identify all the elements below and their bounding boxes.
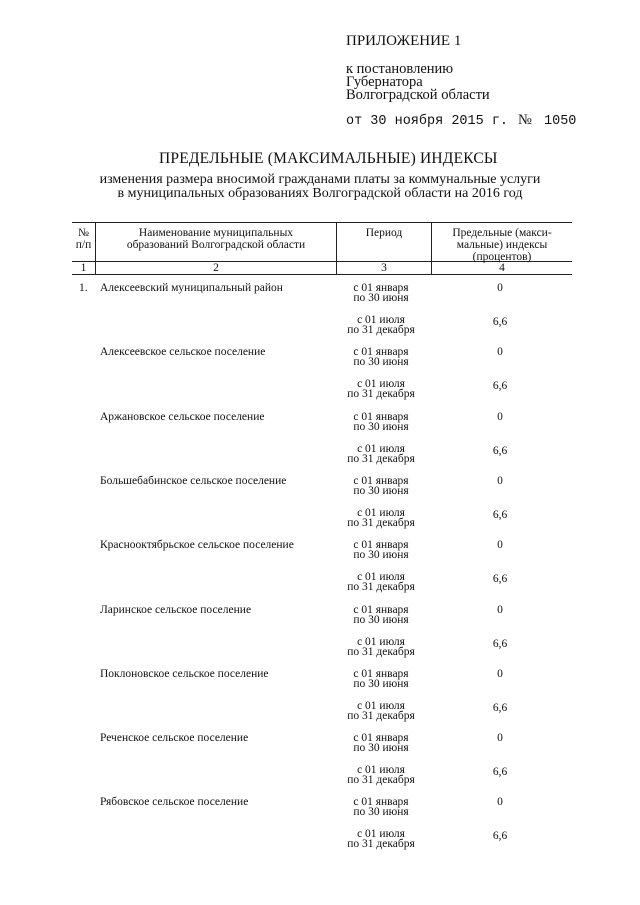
period-second-half-line-2: по 31 декабря bbox=[347, 774, 415, 786]
period-second-half-line-1: с 01 июля bbox=[357, 443, 405, 455]
period-first-half-line-1: с 01 января bbox=[353, 668, 409, 680]
period-second-half-line-1: с 01 июля bbox=[357, 636, 405, 648]
period-second-half-line-2: по 31 декабря bbox=[347, 710, 415, 722]
index-second-half: 6,6 bbox=[492, 380, 508, 392]
period-second-half-line-1: с 01 июля bbox=[357, 314, 405, 326]
decree-line-3: Волгоградской области bbox=[346, 87, 490, 103]
municipality-name: Реченское сельское поселение bbox=[100, 732, 249, 744]
period-second-half-line-2: по 31 декабря bbox=[347, 646, 415, 658]
colnum-3: 3 bbox=[381, 262, 387, 274]
header-period: Период bbox=[365, 227, 403, 239]
index-first-half: 0 bbox=[497, 346, 503, 358]
municipality-name: Большебабинское сельское поселение bbox=[100, 475, 287, 487]
period-second-half-line-2: по 31 декабря bbox=[347, 388, 415, 400]
period-second-half-line-1: с 01 июля bbox=[357, 507, 405, 519]
decree-date: от 30 ноября 2015 г. bbox=[346, 114, 509, 129]
index-second-half: 6,6 bbox=[492, 509, 508, 521]
period-second-half-line-2: по 31 декабря bbox=[347, 324, 415, 336]
index-second-half: 6,6 bbox=[492, 702, 508, 714]
period-second-half-line-1: с 01 июля bbox=[357, 571, 405, 583]
period-first-half-line-2: по 30 июня bbox=[353, 356, 409, 368]
period-second-half-line-2: по 31 декабря bbox=[347, 838, 415, 850]
index-first-half: 0 bbox=[497, 475, 503, 487]
index-second-half: 6,6 bbox=[492, 445, 508, 457]
index-first-half: 0 bbox=[497, 411, 503, 423]
period-first-half-line-1: с 01 января bbox=[353, 411, 409, 423]
municipality-name: Алексеевский муниципальный район bbox=[100, 282, 283, 294]
decree-line-2: Губернатора bbox=[346, 74, 423, 90]
decree-number: 1050 bbox=[544, 114, 577, 129]
period-first-half-line-2: по 30 июня bbox=[353, 549, 409, 561]
decree-number-sign: № bbox=[518, 112, 532, 128]
table-top-border bbox=[72, 222, 572, 223]
period-first-half-line-2: по 30 июня bbox=[353, 742, 409, 754]
period-first-half-line-1: с 01 января bbox=[353, 282, 409, 294]
colnum-4: 4 bbox=[499, 262, 505, 274]
period-first-half-line-2: по 30 июня bbox=[353, 421, 409, 433]
appendix-label: ПРИЛОЖЕНИЕ 1 bbox=[346, 33, 462, 49]
period-first-half-line-2: по 30 июня bbox=[353, 292, 409, 304]
period-first-half-line-1: с 01 января bbox=[353, 732, 409, 744]
period-second-half-line-1: с 01 июля bbox=[357, 700, 405, 712]
colnum-1: 1 bbox=[80, 262, 87, 274]
index-second-half: 6,6 bbox=[492, 766, 508, 778]
decree-line-1: к постановлению bbox=[346, 61, 454, 77]
period-first-half-line-1: с 01 января bbox=[353, 475, 409, 487]
index-first-half: 0 bbox=[497, 732, 503, 744]
period-first-half-line-1: с 01 января bbox=[353, 796, 409, 808]
row-number: 1. bbox=[79, 282, 88, 294]
header-name: Наименование муниципальных образований Волгоградской области bbox=[126, 227, 306, 251]
subtitle-line-2: в муниципальных образованиях Волгоградской области на 2016 год bbox=[117, 186, 523, 201]
period-second-half-line-2: по 31 декабря bbox=[347, 581, 415, 593]
index-second-half: 6,6 bbox=[492, 573, 508, 585]
period-first-half-line-2: по 30 июня bbox=[353, 485, 409, 497]
colnum-2: 2 bbox=[213, 262, 219, 274]
index-first-half: 0 bbox=[497, 668, 503, 680]
municipality-name: Ларинское сельское поселение bbox=[100, 604, 252, 616]
municipality-name: Краснооктябрьское сельское поселение bbox=[100, 539, 294, 551]
period-second-half-line-2: по 31 декабря bbox=[347, 453, 415, 465]
period-first-half-line-2: по 30 июня bbox=[353, 806, 409, 818]
period-second-half-line-1: с 01 июля bbox=[357, 764, 405, 776]
municipality-name: Алексеевское сельское поселение bbox=[100, 346, 266, 358]
index-second-half: 6,6 bbox=[492, 316, 508, 328]
index-second-half: 6,6 bbox=[492, 830, 508, 842]
subtitle-line-1: изменения размера вносимой гражданами платы за коммунальные услуги bbox=[99, 172, 541, 187]
period-first-half-line-2: по 30 июня bbox=[353, 614, 409, 626]
period-first-half-line-1: с 01 января bbox=[353, 604, 409, 616]
header-num: № п/п bbox=[75, 227, 92, 251]
period-second-half-line-1: с 01 июля bbox=[357, 378, 405, 390]
municipality-name: Поклоновское сельское поселение bbox=[100, 668, 269, 680]
header-index: Предельные (макси- мальные) индексы (процентов) bbox=[452, 227, 552, 263]
index-first-half: 0 bbox=[497, 796, 503, 808]
index-first-half: 0 bbox=[497, 604, 503, 616]
index-second-half: 6,6 bbox=[492, 638, 508, 650]
period-second-half-line-2: по 31 декабря bbox=[347, 517, 415, 529]
period-first-half-line-2: по 30 июня bbox=[353, 678, 409, 690]
page-title: ПРЕДЕЛЬНЫЕ (МАКСИМАЛЬНЫЕ) ИНДЕКСЫ bbox=[159, 150, 498, 167]
index-first-half: 0 bbox=[497, 539, 503, 551]
index-first-half: 0 bbox=[497, 282, 503, 294]
period-first-half-line-1: с 01 января bbox=[353, 346, 409, 358]
colnum-divider bbox=[72, 274, 572, 275]
period-first-half-line-1: с 01 января bbox=[353, 539, 409, 551]
municipality-name: Аржановское сельское поселение bbox=[100, 411, 265, 423]
period-second-half-line-1: с 01 июля bbox=[357, 828, 405, 840]
municipality-name: Рябовское сельское поселение bbox=[100, 796, 249, 808]
